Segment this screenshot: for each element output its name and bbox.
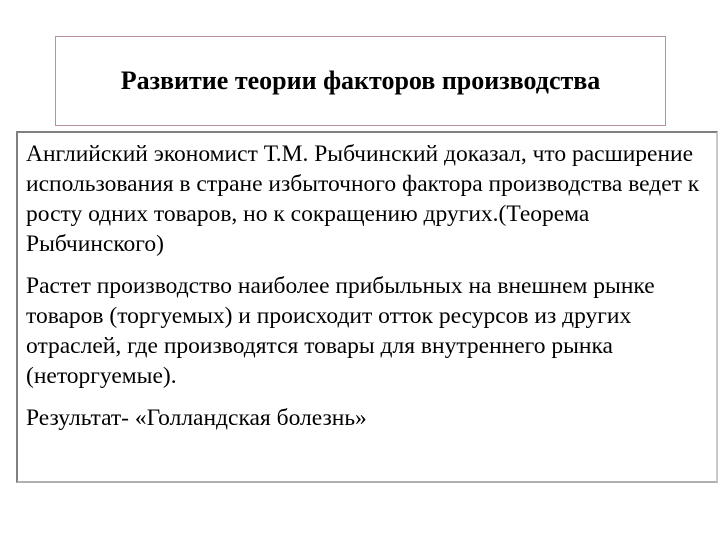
paragraph-rybczynski-theorem: Английский экономист Т.М. Рыбчинский доказал, что расширение использования в стране избыточного фактора производства ведет к росту одних товаров, но к сокращению других.(Теорема Рыбчинского) — [26, 141, 700, 257]
content-box — [16, 131, 718, 483]
paragraph-result: Результат- «Голландская болезнь» — [26, 405, 367, 431]
slide-title: Развитие теории факторов производства — [120, 66, 601, 95]
paragraph-resource-outflow: Растет производство наиболее прибыльных на внешнем рынке товаров (торгуемых) и происходит отток ресурсов из других отраслей, где производятся товары для внутреннего рынка (неторгуемые). — [26, 273, 655, 389]
title-box — [55, 36, 666, 126]
